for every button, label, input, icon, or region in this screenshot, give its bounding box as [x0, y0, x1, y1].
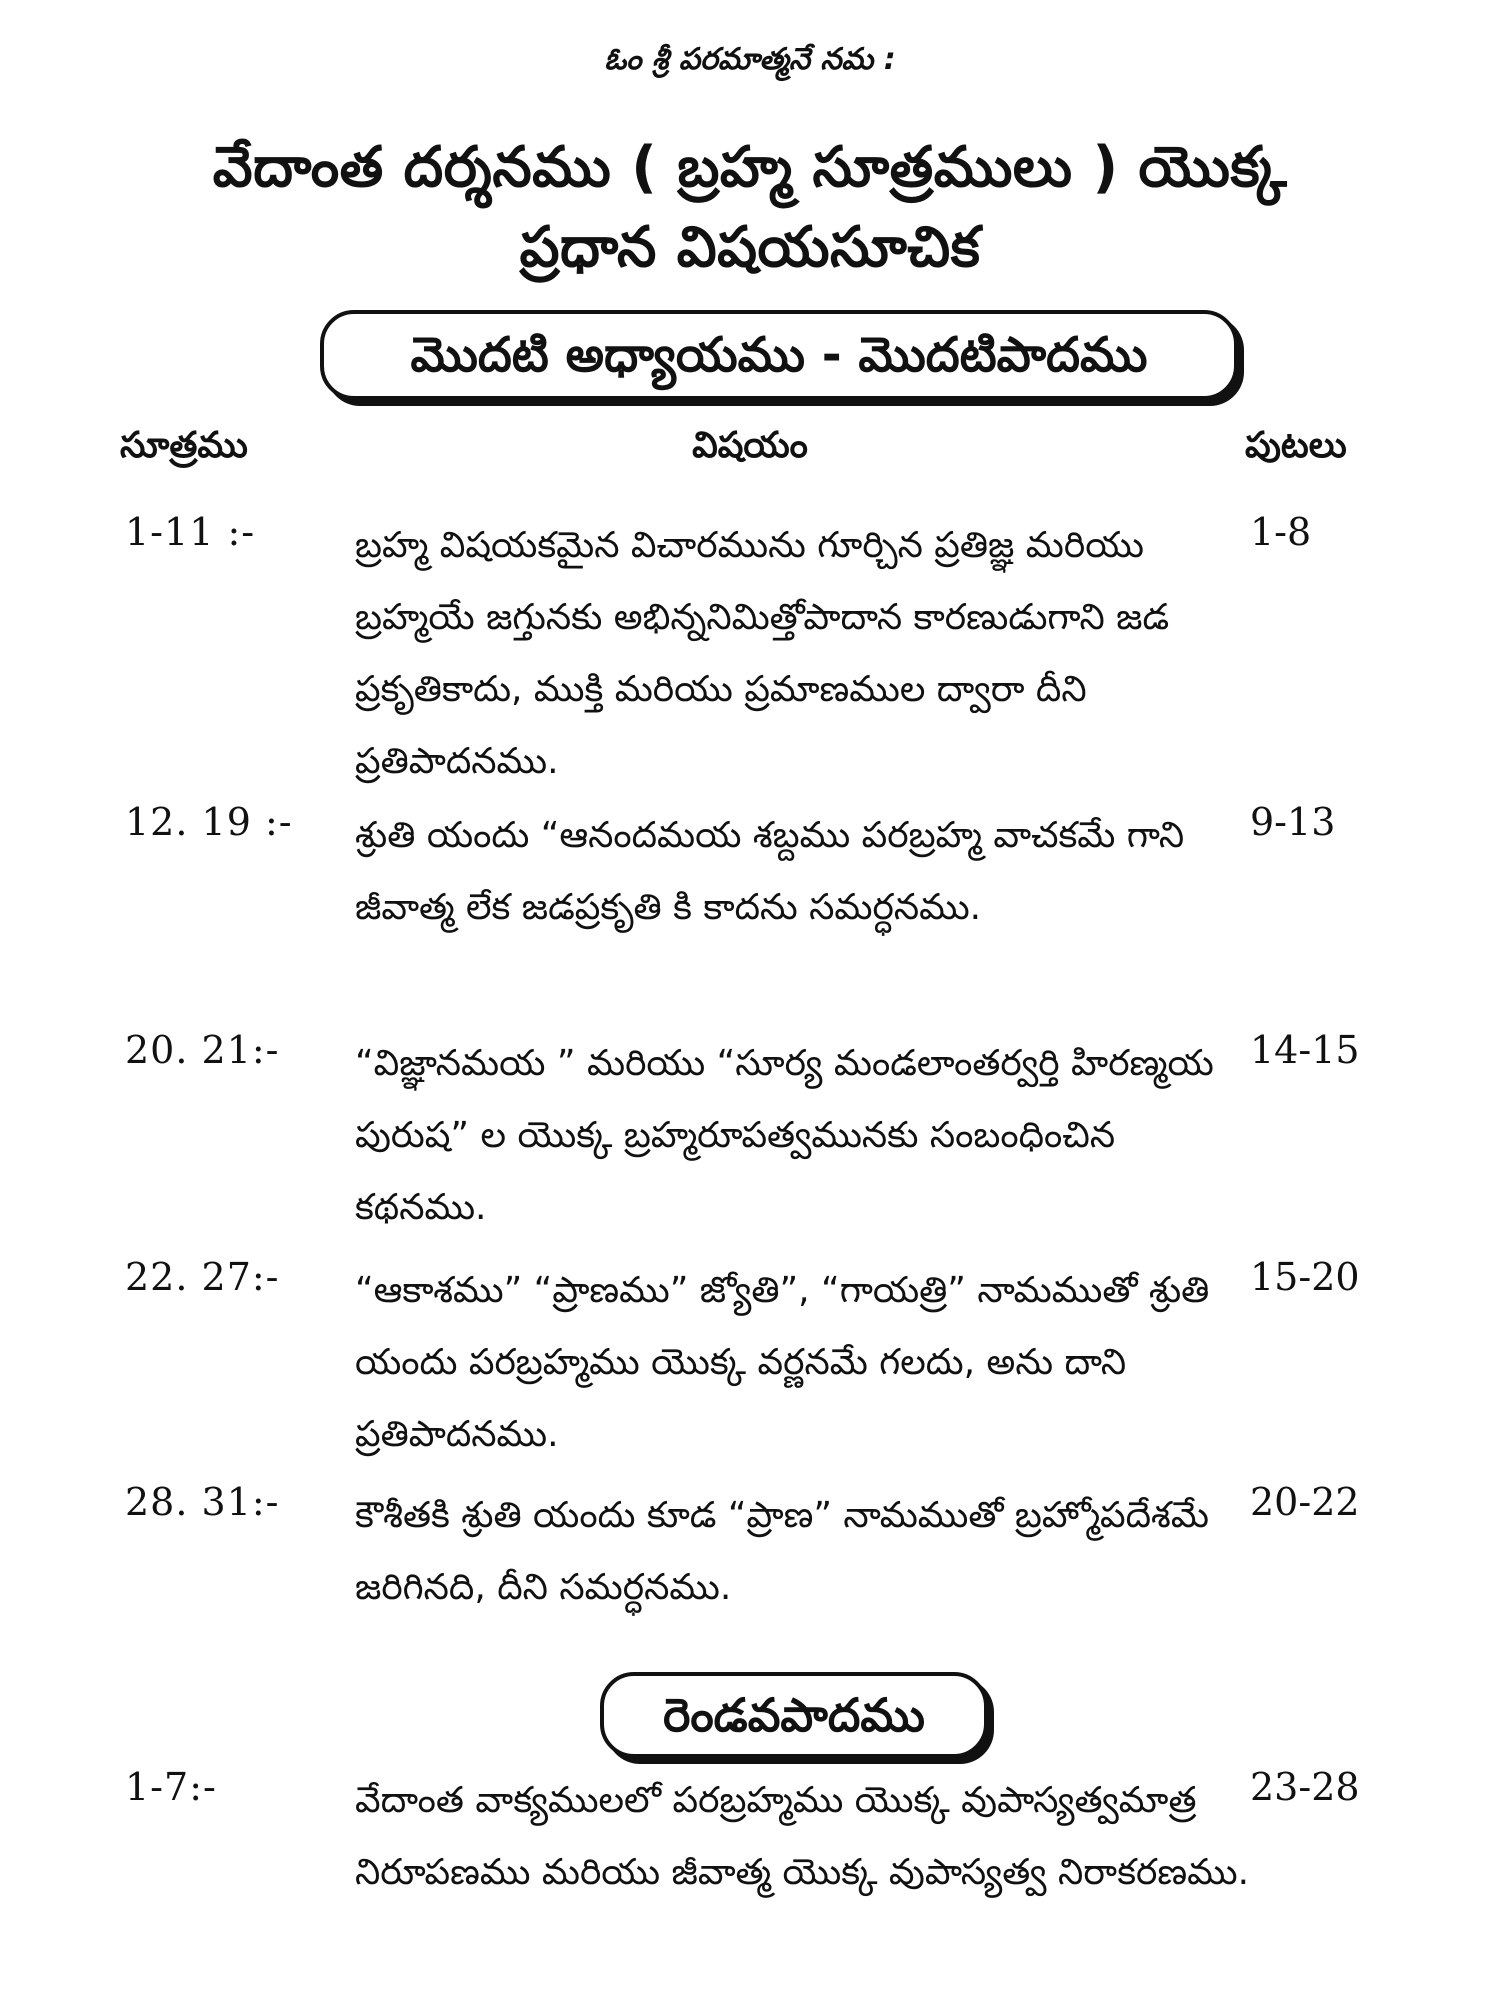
- section-heading-chapter1-pada1: మొదటి అధ్యాయము - మొదటిపాదము: [320, 310, 1238, 400]
- title-line-1: వేదాంత దర్శనము ( బ్రహ్మ సూత్రములు ) యొక్క: [212, 135, 1288, 200]
- sutra-range: 12. 19 :-: [125, 800, 293, 844]
- section-heading-pada2: రెండవపాదము: [600, 1672, 988, 1758]
- page-range: 23-28: [1250, 1765, 1360, 1809]
- entry-description: బ్రహ్మ విషయకమైన విచారమును గూర్చిన ప్రతిజ్ఞ మరియు బ్రహ్మయే జగ్తునకు అభిన్ననిమిత్తోపాదాన కారణుడుగాని జడ ప్రకృతికాదు, ముక్తి మరియు ప్రమాణముల ద్వారా దీని ప్రతిపాదనము.: [355, 525, 1170, 782]
- header-vishayam: విషయం: [692, 425, 808, 466]
- title-line-2: ప్రధాన విషయసూచిక: [519, 215, 981, 280]
- entry-description: “విజ్ఞానమయ ” మరియు “సూర్య మండలాంతర్వర్తి హిరణ్మయ పురుష” ల యొక్క బ్రహ్మరూపత్వమునకు సంబంధించిన కథనము.: [355, 1043, 1214, 1228]
- entry-description: వేదాంత వాక్యములలో పరబ్రహ్మము యొక్క వుపాస్యత్వమాత్ర నిరూపణము మరియు జీవాత్మ యొక్క వుపాస్యత్వ నిరాకరణము.: [355, 1780, 1250, 1893]
- page-range: 1-8: [1250, 510, 1312, 554]
- sutra-range: 22. 27:-: [125, 1255, 280, 1299]
- sutra-range: 20. 21:-: [125, 1028, 280, 1072]
- header-sutra: సూత్రము: [120, 425, 248, 466]
- invocation-line: ఓం శ్రీ పరమాత్మనే నమ :: [604, 42, 896, 77]
- page-range: 15-20: [1250, 1255, 1360, 1299]
- page-range: 14-15: [1250, 1028, 1360, 1072]
- page-title: [0, 128, 1500, 288]
- header-putalu: పుటలు: [1245, 425, 1347, 466]
- sutra-range: 1-11 :-: [125, 510, 256, 554]
- entry-description: కౌశీతకి శ్రుతి యందు కూడ “ప్రాణ” నామముతో బ్రహ్మోపదేశమే జరిగినది, దీని సమర్ధనము.: [355, 1495, 1209, 1608]
- entry-description: “ఆకాశము” “ప్రాణము” జ్యోతి”, “గాయత్రి” నామముతో శ్రుతి యందు పరబ్రహ్మము యొక్క వర్ణనమే గలదు, అను దాని ప్రతిపాదనము.: [355, 1270, 1210, 1455]
- sutra-range: 1-7:-: [125, 1765, 217, 1809]
- sutra-range: 28. 31:-: [125, 1480, 280, 1524]
- page-range: 20-22: [1250, 1480, 1360, 1524]
- page-range: 9-13: [1250, 800, 1336, 844]
- column-headers: [0, 425, 1500, 475]
- entry-description: శ్రుతి యందు “ఆనందమయ శబ్దము పరబ్రహ్మ వాచకమే గాని జీవాత్మ లేక జడప్రకృతి కి కాదను సమర్ధనము.: [355, 815, 1185, 928]
